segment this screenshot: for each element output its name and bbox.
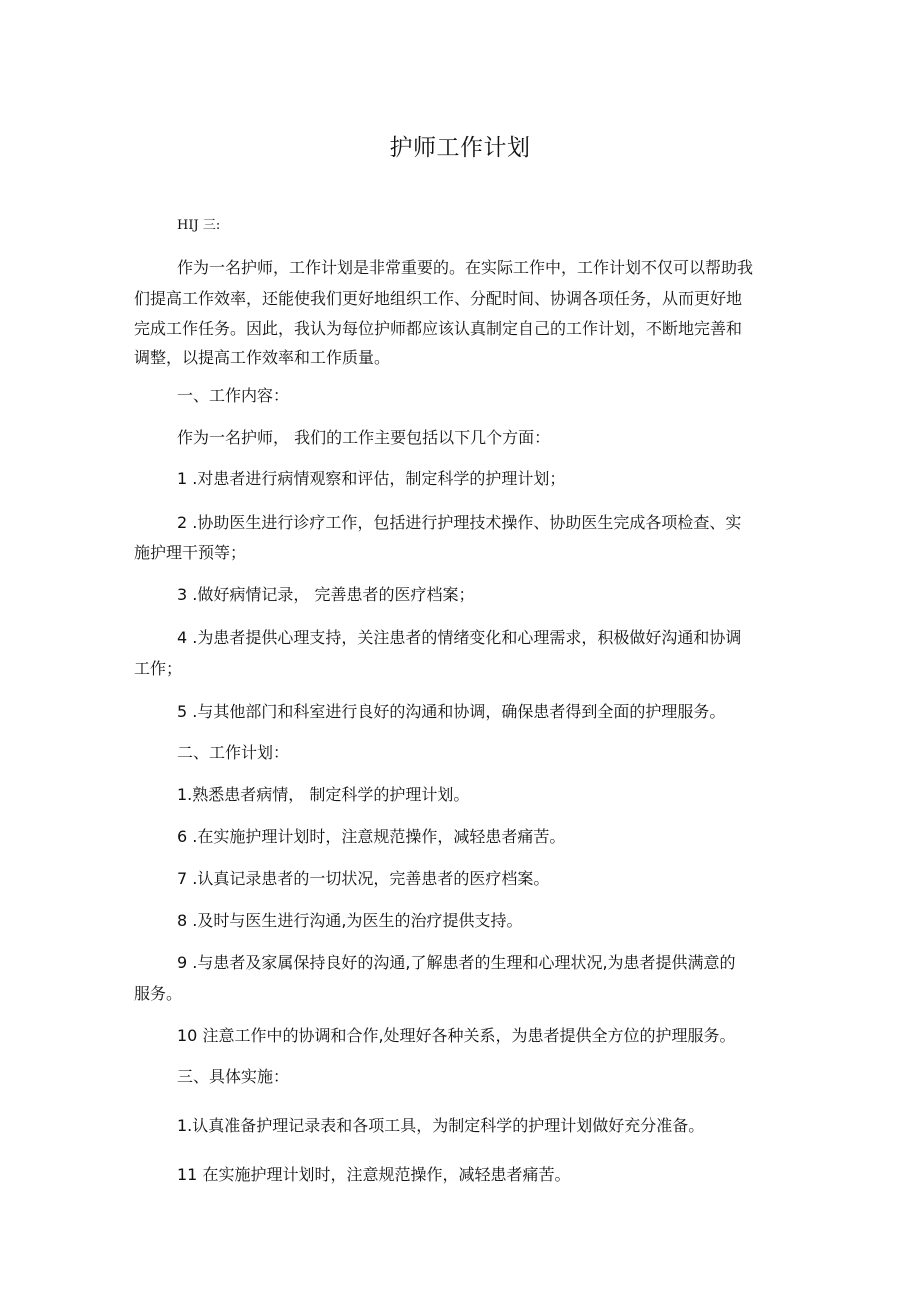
document-title: 护师工作计划 (389, 135, 531, 161)
section1-item-5: 5 .与其他部门和科室进行良好的沟通和协调，确保患者得到全面的护理服务。 (177, 702, 726, 721)
section2-item-2: 6 .在实施护理计划时，注意规范操作，减轻患者痛苦。 (177, 827, 566, 846)
section1-heading: 一、工作内容： (177, 386, 290, 405)
section2-item-4: 8 .及时与医生进行沟通,为医生的治疗提供支持。 (177, 911, 523, 930)
section3-item-1: 1.认真准备护理记录表和各项工具，为制定科学的护理计划做好充分准备。 (177, 1116, 705, 1135)
salutation: HIJ 三: (177, 218, 221, 233)
section1-item-1: 1 .对患者进行病情观察和评估，制定科学的护理计划； (177, 469, 566, 488)
section2-item-1: 1.熟悉患者病情， 制定科学的护理计划。 (177, 785, 470, 804)
section3-item-2: 11 在实施护理计划时，注意规范操作，减轻患者痛苦。 (177, 1165, 571, 1184)
section1-lead: 作为一名护师， 我们的工作主要包括以下几个方面： (177, 428, 551, 447)
section1-item-2-cont: 施护理干预等； (134, 543, 247, 562)
section3-heading: 三、具体实施： (177, 1067, 290, 1086)
intro-line-1: 作为一名护师，工作计划是非常重要的。在实际工作中，工作计划不仅可以帮助我 (177, 258, 754, 277)
section1-item-4-cont: 工作； (134, 659, 183, 678)
section1-item-4: 4 .为患者提供心理支持，关注患者的情绪变化和心理需求，积极做好沟通和协调 (177, 628, 742, 647)
intro-line-3: 完成工作任务。因此，我认为每位护师都应该认真制定自己的工作计划，不断地完善和 (134, 319, 743, 338)
section2-item-5-cont: 服务。 (134, 984, 183, 1003)
intro-line-2: 们提高工作效率，还能使我们更好地组织工作、分配时间、协调各项任务，从而更好地 (134, 289, 743, 308)
section1-item-2: 2 .协助医生进行诊疗工作，包括进行护理技术操作、协助医生完成各项检查、实 (177, 513, 742, 532)
intro-line-4: 调整，以提高工作效率和工作质量。 (134, 348, 391, 367)
section2-item-5: 9 .与患者及家属保持良好的沟通,了解患者的生理和心理状况,为患者提供满意的 (177, 953, 736, 972)
section2-item-3: 7 .认真记录患者的一切状况，完善患者的医疗档案。 (177, 869, 550, 888)
section2-item-6: 10 注意工作中的协调和合作,处理好各种关系，为患者提供全方位的护理服务。 (177, 1026, 736, 1045)
section2-heading: 二、工作计划： (177, 743, 290, 762)
section1-item-3: 3 .做好病情记录， 完善患者的医疗档案； (177, 585, 475, 604)
